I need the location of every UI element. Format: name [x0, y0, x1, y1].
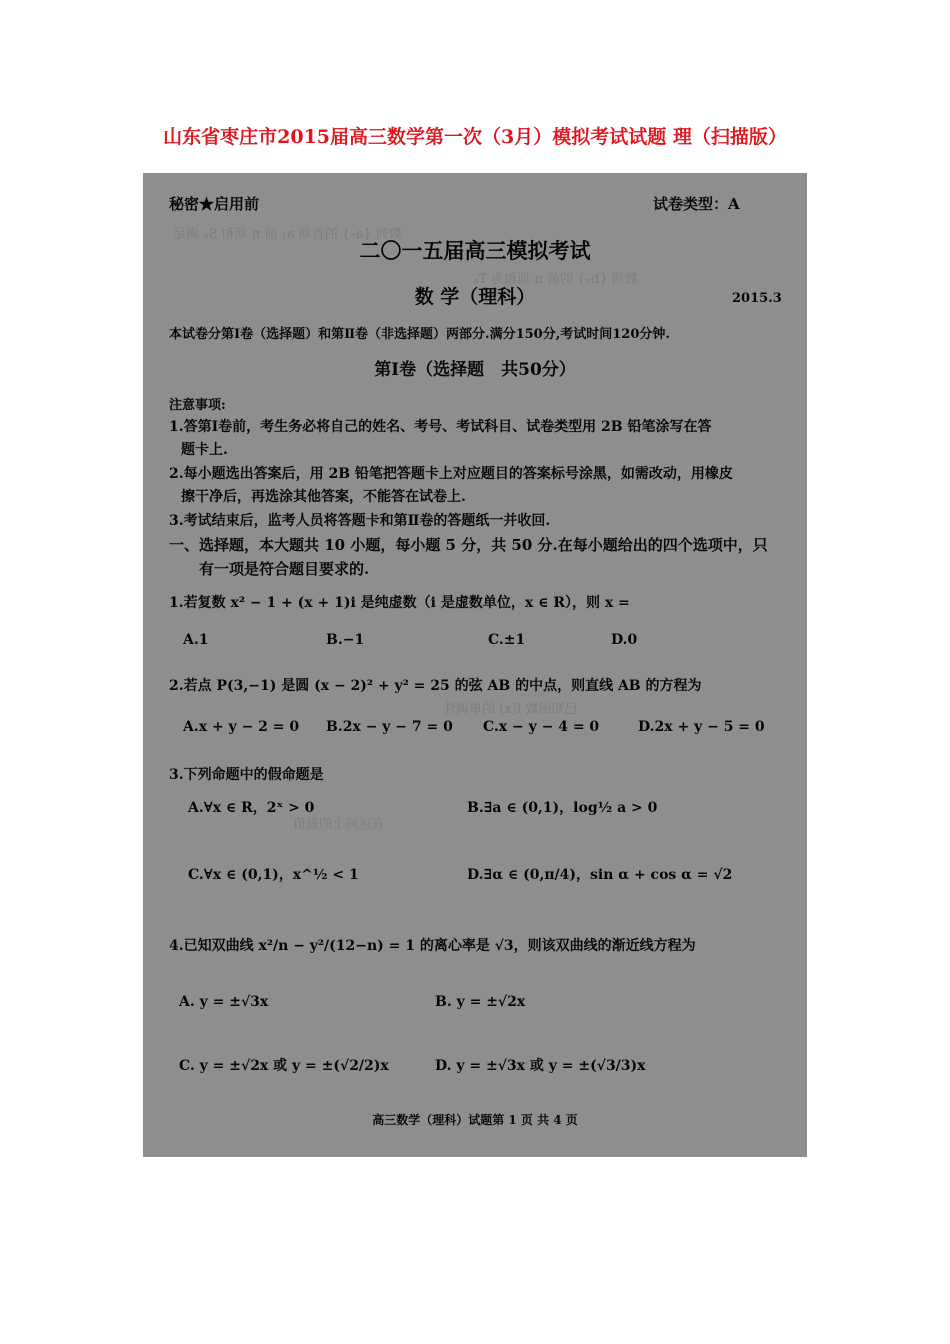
- question-3-option-a: A.∀x ∈ R，2ˣ > 0: [188, 800, 315, 816]
- part1-title: 第Ⅰ卷（选择题 共50分）: [374, 360, 576, 380]
- question-3-option-b: B.∃a ∈ (0,1)，log½ a > 0: [467, 800, 658, 816]
- question-1-option-d: D.0: [611, 632, 638, 648]
- document-title: 山东省枣庄市2015届高三数学第一次（3月）模拟考试试题 理（扫描版）: [163, 126, 787, 148]
- notes-title: 注意事项:: [169, 398, 226, 413]
- bleed-through-text: 数列 {bₙ} 的前 n 项和为 Tₙ: [473, 272, 638, 287]
- section1-heading-a: 一、选择题，本大题共 10 小题，每小题 5 分，共 50 分.在每小题给出的四个选项中，只: [169, 536, 768, 554]
- question-2-option-b: B.2x − y − 7 = 0: [326, 719, 453, 735]
- bleed-through-text: 已知函数 f(x) 的单调性: [443, 702, 578, 717]
- question-1-option-c: C.±1: [488, 632, 526, 648]
- bleed-through-text: 数列 {aₙ} 的首项 a₁ 前 n 项和 Sₙ 满足: [173, 227, 402, 242]
- confidential-label: 秘密★启用前: [169, 195, 260, 213]
- scanned-exam-page: [143, 173, 807, 1157]
- exam-date: 2015.3: [732, 291, 782, 306]
- question-1-option-b: B.−1: [326, 632, 365, 648]
- question-1-option-a: A.1: [183, 632, 209, 648]
- question-1: 1.若复数 x² − 1 + (x + 1)i 是纯虚数（i 是虚数单位，x ∈ R），则 x =: [169, 595, 630, 611]
- question-3-option-c: C.∀x ∈ (0,1)，x^½ < 1: [188, 867, 359, 883]
- note-3: 3.考试结束后，监考人员将答题卡和第Ⅱ卷的答题纸一并收回.: [169, 513, 551, 529]
- page-footer: 高三数学（理科）试题第 1 页 共 4 页: [372, 1113, 578, 1127]
- note-1-line-b: 题卡上.: [181, 442, 228, 458]
- note-2-line-b: 擦干净后，再选涂其他答案，不能答在试卷上.: [181, 489, 466, 505]
- question-2-option-a: A.x + y − 2 = 0: [183, 719, 300, 735]
- exam-subject: 数 学（理科）: [414, 286, 536, 308]
- question-2-option-d: D.2x + y − 5 = 0: [638, 719, 765, 735]
- question-3-option-d: D.∃α ∈ (0,π/4)，sin α + cos α = √2: [467, 867, 733, 883]
- note-1-line-a: 1.答第Ⅰ卷前，考生务必将自己的姓名、考号、考试科目、试卷类型用 2B 铅笔涂写在答: [169, 419, 712, 435]
- paper-type-label: 试卷类型：A: [653, 195, 740, 213]
- exam-intro: 本试卷分第Ⅰ卷（选择题）和第Ⅱ卷（非选择题）两部分.满分150分,考试时间120分钟.: [169, 327, 670, 342]
- exam-title: 二〇一五届高三模拟考试: [359, 238, 591, 263]
- question-4-option-c: C. y = ±√2x 或 y = ±(√2/2)x: [179, 1058, 389, 1074]
- question-4-option-a: A. y = ±√3x: [179, 994, 269, 1010]
- question-4-option-b: B. y = ±√2x: [435, 994, 526, 1010]
- section1-heading-b: 有一项是符合题目要求的.: [199, 560, 370, 578]
- bleed-through-text: 在区间上的最值: [293, 817, 385, 832]
- question-4-option-d: D. y = ±√3x 或 y = ±(√3/3)x: [435, 1058, 646, 1074]
- question-2-option-c: C.x − y − 4 = 0: [483, 719, 600, 735]
- note-2-line-a: 2.每小题选出答案后，用 2B 铅笔把答题卡上对应题目的答案标号涂黑，如需改动，用橡皮: [169, 466, 733, 482]
- question-3: 3.下列命题中的假命题是: [169, 767, 324, 783]
- question-2: 2.若点 P(3,−1) 是圆 (x − 2)² + y² = 25 的弦 AB 的中点，则直线 AB 的方程为: [169, 678, 702, 694]
- question-4: 4.已知双曲线 x²/n − y²/(12−n) = 1 的离心率是 √3，则该双曲线的渐近线方程为: [169, 938, 696, 954]
